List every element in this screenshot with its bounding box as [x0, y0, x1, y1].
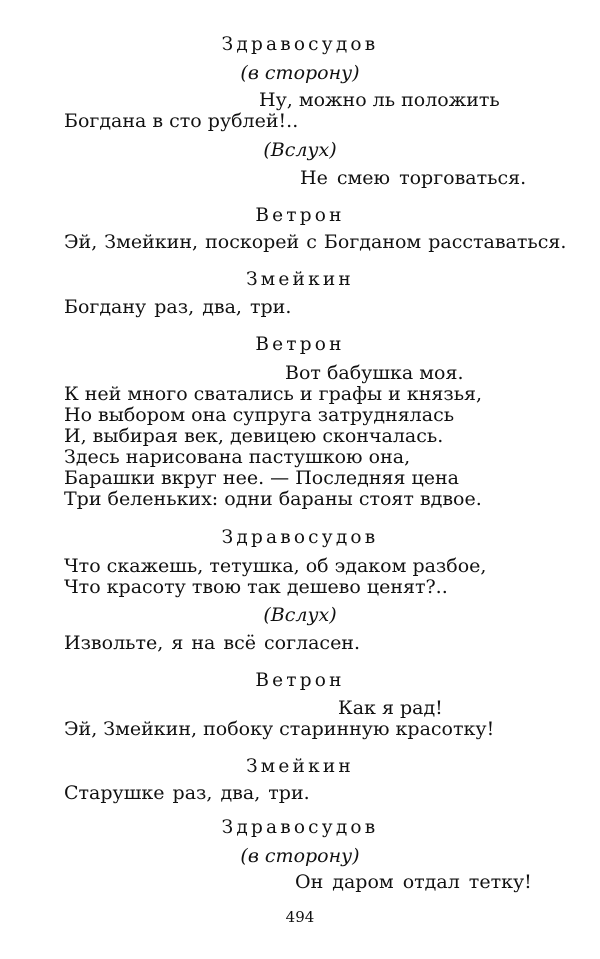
verse-line: Как я рад!	[338, 697, 443, 719]
verse-line: Богдана в сто рублей!..	[64, 110, 299, 132]
verse-line: Но выбором она супруга затруднялась	[64, 404, 455, 426]
verse-line: Здесь нарисована пастушкою она,	[64, 446, 411, 468]
speaker-name: Здравосудов	[221, 817, 379, 838]
speaker-name: Змейкин	[246, 269, 354, 290]
verse-line: Не смею торговаться.	[300, 167, 527, 189]
verse-line: Три беленьких: одни бараны стоят вдвое.	[64, 488, 482, 510]
verse-line: Что скажешь, тетушка, об эдаком разбое,	[64, 555, 487, 577]
speaker-name: Ветрон	[255, 334, 345, 355]
verse-line: К ней много сватались и графы и князья,	[64, 383, 483, 405]
verse-line: Ну, можно ль положить	[259, 89, 500, 111]
stage-direction: (в сторону)	[240, 845, 360, 867]
verse-line: Барашки вкруг нее. — Последняя цена	[64, 467, 459, 489]
verse-line: Извольте, я на всё согласен.	[64, 632, 361, 654]
page-number: 494	[285, 908, 315, 926]
speaker-name: Здравосудов	[221, 527, 379, 548]
verse-line: Старушке раз, два, три.	[64, 782, 310, 804]
verse-line: Вот бабушка моя.	[285, 362, 464, 384]
speaker-name: Ветрон	[255, 205, 345, 226]
verse-line: Эй, Змейкин, поскорей с Богданом расставаться.	[64, 231, 567, 253]
verse-line: Что красоту твою так дешево ценят?..	[64, 576, 448, 598]
speaker-name: Змейкин	[246, 756, 354, 777]
verse-line: Богдану раз, два, три.	[64, 296, 292, 318]
stage-direction: (Вслух)	[263, 604, 337, 626]
stage-direction: (Вслух)	[263, 139, 337, 161]
stage-direction: (в сторону)	[240, 62, 360, 84]
verse-line: Он даром отдал тетку!	[295, 871, 532, 893]
speaker-name: Здравосудов	[221, 34, 379, 55]
verse-line: Эй, Змейкин, побоку старинную красотку!	[64, 718, 495, 740]
verse-line: И, выбирая век, девицею скончалась.	[64, 425, 444, 447]
speaker-name: Ветрон	[255, 670, 345, 691]
